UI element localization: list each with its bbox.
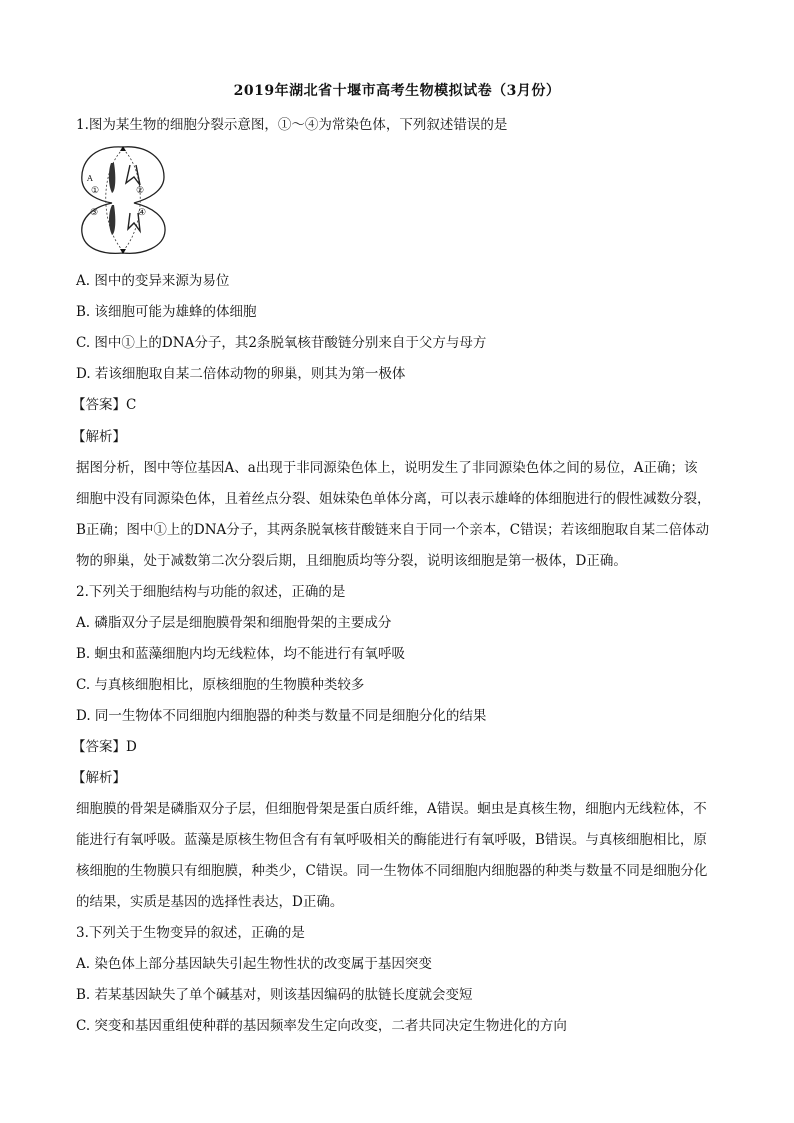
q2-analysis-line-1: 细胞膜的骨架是磷脂双分子层，但细胞骨架是蛋白质纤维，A错误。蛔虫是真核生物，细胞内无线粒体，不 bbox=[76, 801, 707, 817]
label-3: ③ bbox=[90, 208, 99, 218]
q1-analysis-label: 【解析】 bbox=[72, 429, 126, 445]
cell-outline bbox=[82, 147, 165, 254]
q1-option-b: B. 该细胞可能为雄蜂的体细胞 bbox=[76, 304, 257, 320]
label-A: A bbox=[87, 174, 93, 183]
label-4: ④ bbox=[138, 208, 147, 218]
question-1-stem: 1.图为某生物的细胞分裂示意图，①～④为常染色体，下列叙述错误的是 bbox=[76, 117, 508, 133]
q2-answer: 【答案】D bbox=[72, 739, 137, 755]
q3-option-b: B. 若某基因缺失了单个碱基对，则该基因编码的肽链长度就会变短 bbox=[76, 987, 473, 1003]
cell-division-figure bbox=[78, 141, 168, 257]
q3-option-a: A. 染色体上部分基因缺失引起生物性状的改变属于基因突变 bbox=[76, 956, 432, 972]
q1-answer: 【答案】C bbox=[72, 397, 137, 413]
q2-option-b: B. 蛔虫和蓝藻细胞内均无线粒体，均不能进行有氧呼吸 bbox=[76, 646, 406, 662]
label-1: ① bbox=[91, 186, 100, 196]
q1-analysis-line-4: 物的卵巢，处于减数第二次分裂后期，且细胞质均等分裂，说明该细胞是第一极体，D正确。 bbox=[76, 553, 627, 569]
chromosome-2 bbox=[126, 165, 140, 185]
q2-analysis-line-2: 能进行有氧呼吸。蓝藻是原核生物但含有有氧呼吸相关的酶能进行有氧呼吸，B错误。与真核细胞相比，原 bbox=[76, 832, 707, 848]
q1-option-c: C. 图中①上的DNA分子，其2条脱氧核苷酸链分别来自于父方与母方 bbox=[76, 335, 487, 351]
chromosome-1 bbox=[109, 163, 115, 193]
q2-option-d: D. 同一生物体不同细胞内细胞器的种类与数量不同是细胞分化的结果 bbox=[76, 708, 487, 724]
chromosome-3 bbox=[109, 205, 115, 235]
q3-option-c: C. 突变和基因重组使种群的基因频率发生定向改变，二者共同决定生物进化的方向 bbox=[76, 1018, 567, 1034]
q1-option-a: A. 图中的变异来源为易位 bbox=[76, 273, 230, 289]
q2-option-a: A. 磷脂双分子层是细胞膜骨架和细胞骨架的主要成分 bbox=[76, 615, 392, 631]
label-2: ② bbox=[136, 186, 145, 196]
q1-analysis-line-3: B正确；图中①上的DNA分子，其两条脱氧核苷酸链来自于同一个亲本，C错误；若该细胞取自某二倍体动 bbox=[76, 522, 710, 538]
q1-option-d: D. 若该细胞取自某二倍体动物的卵巢，则其为第一极体 bbox=[76, 366, 406, 382]
page-title: 2019年湖北省十堰市高考生物模拟试卷（3月份） bbox=[233, 83, 561, 99]
question-3-stem: 3.下列关于生物变异的叙述，正确的是 bbox=[76, 925, 305, 941]
q1-analysis-line-1: 据图分析，图中等位基因A、a出现于非同源染色体上，说明发生了非同源染色体之间的易位，A正确；该 bbox=[76, 460, 698, 476]
spindle-left bbox=[106, 149, 123, 251]
q2-analysis-label: 【解析】 bbox=[72, 770, 126, 786]
q2-option-c: C. 与真核细胞相比，原核细胞的生物膜种类较多 bbox=[76, 677, 365, 693]
q2-analysis-line-4: 的结果，实质是基因的选择性表达，D正确。 bbox=[76, 894, 344, 910]
q2-analysis-line-3: 核细胞的生物膜只有细胞膜，种类少，C错误。同一生物体不同细胞内细胞器的种类与数量不同是细胞分化 bbox=[76, 863, 708, 879]
spindle-right bbox=[123, 149, 140, 251]
q1-analysis-line-2: 细胞中没有同源染色体，且着丝点分裂、姐妹染色单体分离，可以表示雄峰的体细胞进行的假性减数分裂， bbox=[76, 491, 711, 507]
question-2-stem: 2.下列关于细胞结构与功能的叙述，正确的是 bbox=[76, 584, 346, 600]
